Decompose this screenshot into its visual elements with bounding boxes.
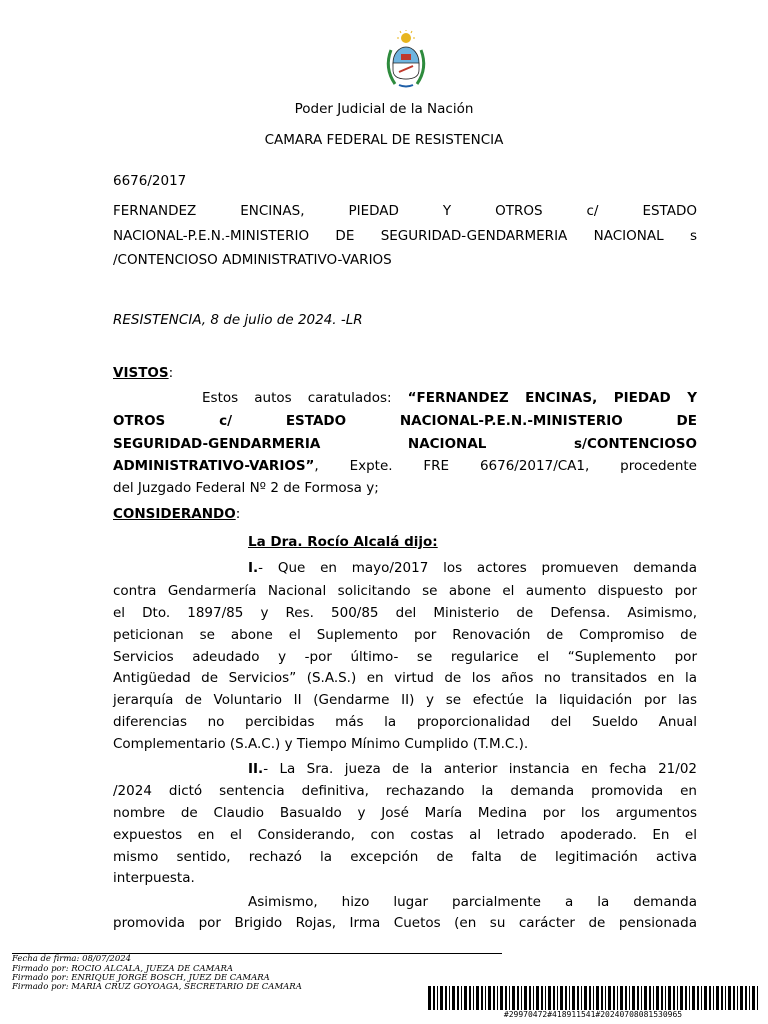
paragraph-line: /2024 dictó sentencia definitiva, rechazando la demanda promovida en [113, 783, 697, 799]
paragraph-line: diferencias no percibidas más la proporcionalidad del Sueldo Anual [113, 714, 697, 730]
signature-line: Firmado por: ROCIO ALCALA, JUEZA DE CAMARA [12, 964, 234, 974]
considerando-heading: CONSIDERANDO [113, 506, 236, 522]
paragraph-line: interpuesta. [113, 870, 195, 886]
paragraph-line: el Dto. 1897/85 y Res. 500/85 del Ministerio de Defensa. Asimismo, [113, 605, 697, 621]
paragraph-line: mismo sentido, rechazó la excepción de falta de legitimación activa [113, 849, 697, 865]
court-name: CAMARA FEDERAL DE RESISTENCIA [264, 132, 504, 148]
institution-name: Poder Judicial de la Nación [294, 101, 474, 117]
vistos-line: Estos autos caratulados: “FERNANDEZ ENCINAS, PIEDAD Y [202, 390, 697, 406]
signature-line: Firmado por: ENRIQUE JORGE BOSCH, JUEZ DE CAMARA [12, 973, 270, 983]
vistos-line: SEGURIDAD-GENDARMERIA NACIONAL s/CONTENCIOSO [113, 436, 697, 452]
barcode-icon [428, 986, 758, 1010]
paragraph-line: I.- Que en mayo/2017 los actores promueven demanda [248, 560, 697, 576]
case-caption-line: /CONTENCIOSO ADMINISTRATIVO-VARIOS [113, 252, 392, 268]
paragraph-line: II.- La Sra. jueza de la anterior instancia en fecha 21/02 [248, 761, 697, 777]
national-seal-icon [381, 30, 431, 90]
considerando-heading-line: CONSIDERANDO: [113, 506, 241, 522]
paragraph-line: contra Gendarmería Nacional solicitando se abone el aumento dispuesto por [113, 583, 697, 599]
barcode-number: #29970472#418911541#20240708081530965 [503, 1010, 683, 1019]
signature-line: Firmado por: MARIA CRUZ GOYOAGA, SECRETARIO DE CAMARA [12, 982, 302, 992]
paragraph-line: jerarquía de Voluntario II (Gendarme II) y se efectúe la liquidación por las [113, 692, 697, 708]
paragraph-line: peticionan se abone el Suplemento por Renovación de Compromiso de [113, 627, 697, 643]
case-caption-line: FERNANDEZ ENCINAS, PIEDAD Y OTROS c/ ESTADO [113, 203, 697, 219]
vistos-heading: VISTOS [113, 365, 169, 381]
vistos-line: ADMINISTRATIVO-VARIOS”, Expte. FRE 6676/2017/CA1, procedente [113, 458, 697, 474]
dateline: RESISTENCIA, 8 de julio de 2024. -LR [113, 312, 363, 328]
vistos-heading-line: VISTOS: [113, 365, 174, 381]
paragraph-line: promovida por Brigido Rojas, Irma Cuetos (en su carácter de pensionada [113, 915, 697, 931]
signature-date: Fecha de firma: 08/07/2024 [12, 954, 132, 964]
judge-heading: La Dra. Rocío Alcalá dijo: [248, 534, 438, 550]
paragraph-line: Complementario (S.A.C.) y Tiempo Mínimo Cumplido (T.M.C.). [113, 736, 529, 752]
vistos-line: OTROS c/ ESTADO NACIONAL-P.E.N.-MINISTERIO DE [113, 413, 697, 429]
paragraph-line: expuestos en el Considerando, con costas al letrado apoderado. En el [113, 827, 697, 843]
case-caption-line: NACIONAL-P.E.N.-MINISTERIO DE SEGURIDAD-GENDARMERIA NACIONAL s [113, 228, 697, 244]
paragraph-line: Antigüedad de Servicios” (S.A.S.) en virtud de los años no transitados en la [113, 670, 697, 686]
paragraph-line: Asimismo, hizo lugar parcialmente a la demanda [248, 894, 697, 910]
vistos-line: del Juzgado Federal Nº 2 de Formosa y; [113, 480, 379, 496]
paragraph-line: nombre de Claudio Basualdo y José María Medina por los argumentos [113, 805, 697, 821]
paragraph-line: Servicios adeudado y -por último- se regularice el “Suplemento por [113, 649, 697, 665]
case-number: 6676/2017 [113, 173, 187, 189]
